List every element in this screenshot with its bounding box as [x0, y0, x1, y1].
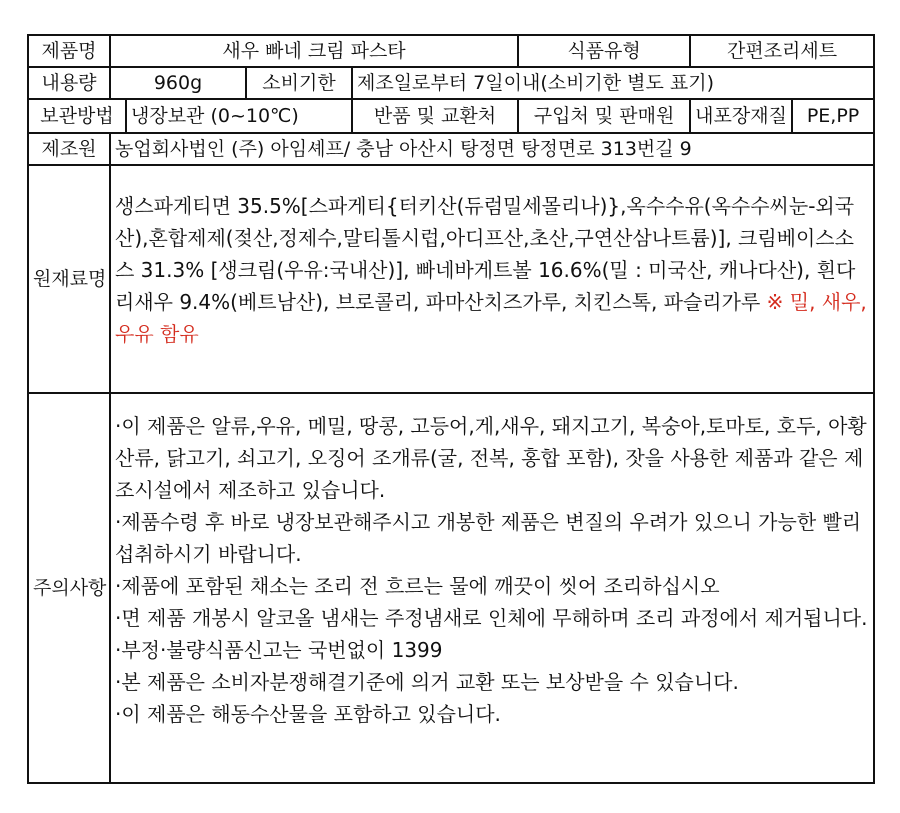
food-type-label: 식품유형 — [518, 35, 690, 67]
row-content — [28, 67, 874, 99]
ingredients-label: 원재료명 — [28, 165, 110, 393]
caution-item: ·면 제품 개봉시 알코올 냄새는 주정냄새로 인체에 무해하며 조리 과정에서 제거됩니다. ·부정·불량식품신고는 국번없이 1399 — [115, 606, 868, 662]
product-name-label: 제품명 — [28, 35, 110, 67]
caution-item: ·제품에 포함된 채소는 조리 전 흐르는 물에 깨끗이 씻어 조리하십시오 — [115, 574, 720, 598]
manufacturer-label: 제조원 — [28, 133, 110, 165]
storage-value: 냉장보관 (0~10℃) — [126, 99, 352, 133]
storage-label: 보관방법 — [28, 99, 126, 133]
caution-item: ·이 제품은 해동수산물을 포함하고 있습니다. — [115, 702, 501, 726]
content-value: 960g — [110, 67, 246, 99]
row-manufacturer — [28, 133, 874, 165]
cautions-label: 주의사항 — [28, 393, 110, 783]
row-product-name — [28, 35, 874, 67]
cautions-cell — [110, 393, 874, 783]
ingredients-cell — [110, 165, 874, 393]
ingredients-list: 생스파게티면 35.5%[스파게티{터키산(듀럼밀세몰리나)},옥수수유(옥수수씨눈-외국산),혼합제제(젖산,정제수,말티톨시럽,아디프산,초산,구연산삼나트륨)], 크림베이스소스 31.3% [생크림(우유:국내산)], 빠네바게트볼 16.6%(밀 : 미국산, 캐나다산), 흰다리새우 9.4%(베트남산), 브로콜리, 파마산치즈가루, 치킨스톡, 파슬리가루 — [115, 194, 856, 314]
caution-item: ·제품수령 후 바로 냉장보관해주시고 개봉한 제품은 변질의 우려가 있으니 가능한 빨리 섭취하시기 바랍니다. — [115, 510, 862, 566]
caution-item: ·본 제품은 소비자분쟁해결기준에 의거 교환 또는 보상받을 수 있습니다. — [115, 670, 739, 694]
row-cautions — [28, 393, 874, 783]
product-label-table — [27, 34, 875, 784]
row-ingredients — [28, 165, 874, 393]
product-name-value: 새우 빠네 크림 파스타 — [110, 35, 518, 67]
row-storage — [28, 99, 874, 133]
content-label: 내용량 — [28, 67, 110, 99]
packaging-label: 내포장재질 — [690, 99, 792, 133]
ingredients-text — [115, 166, 869, 350]
return-value: 구입처 및 판매원 — [518, 99, 690, 133]
manufacturer-value: 농업회사법인 (주) 아임셰프/ 충남 아산시 탕정면 탕정면로 313번길 9 — [110, 133, 874, 165]
allergen-warning: ※ 밀, 새우, 우유 함유 — [115, 290, 867, 346]
expiry-value: 제조일로부터 7일이내(소비기한 별도 표기) — [352, 67, 874, 99]
caution-item: ·이 제품은 알류,우유, 메밀, 땅콩, 고등어,게,새우, 돼지고기, 복숭아,토마토, 호두, 아황산류, 닭고기, 쇠고기, 오징어 조개류(굴, 전복, 홍합 포함), 잣을 사용한 제품과 같은 제조시설에서 제조하고 있습니다. — [115, 414, 867, 502]
packaging-value: PE,PP — [792, 99, 874, 133]
food-type-value: 간편조리세트 — [690, 35, 874, 67]
expiry-label: 소비기한 — [246, 67, 352, 99]
return-label: 반품 및 교환처 — [352, 99, 518, 133]
